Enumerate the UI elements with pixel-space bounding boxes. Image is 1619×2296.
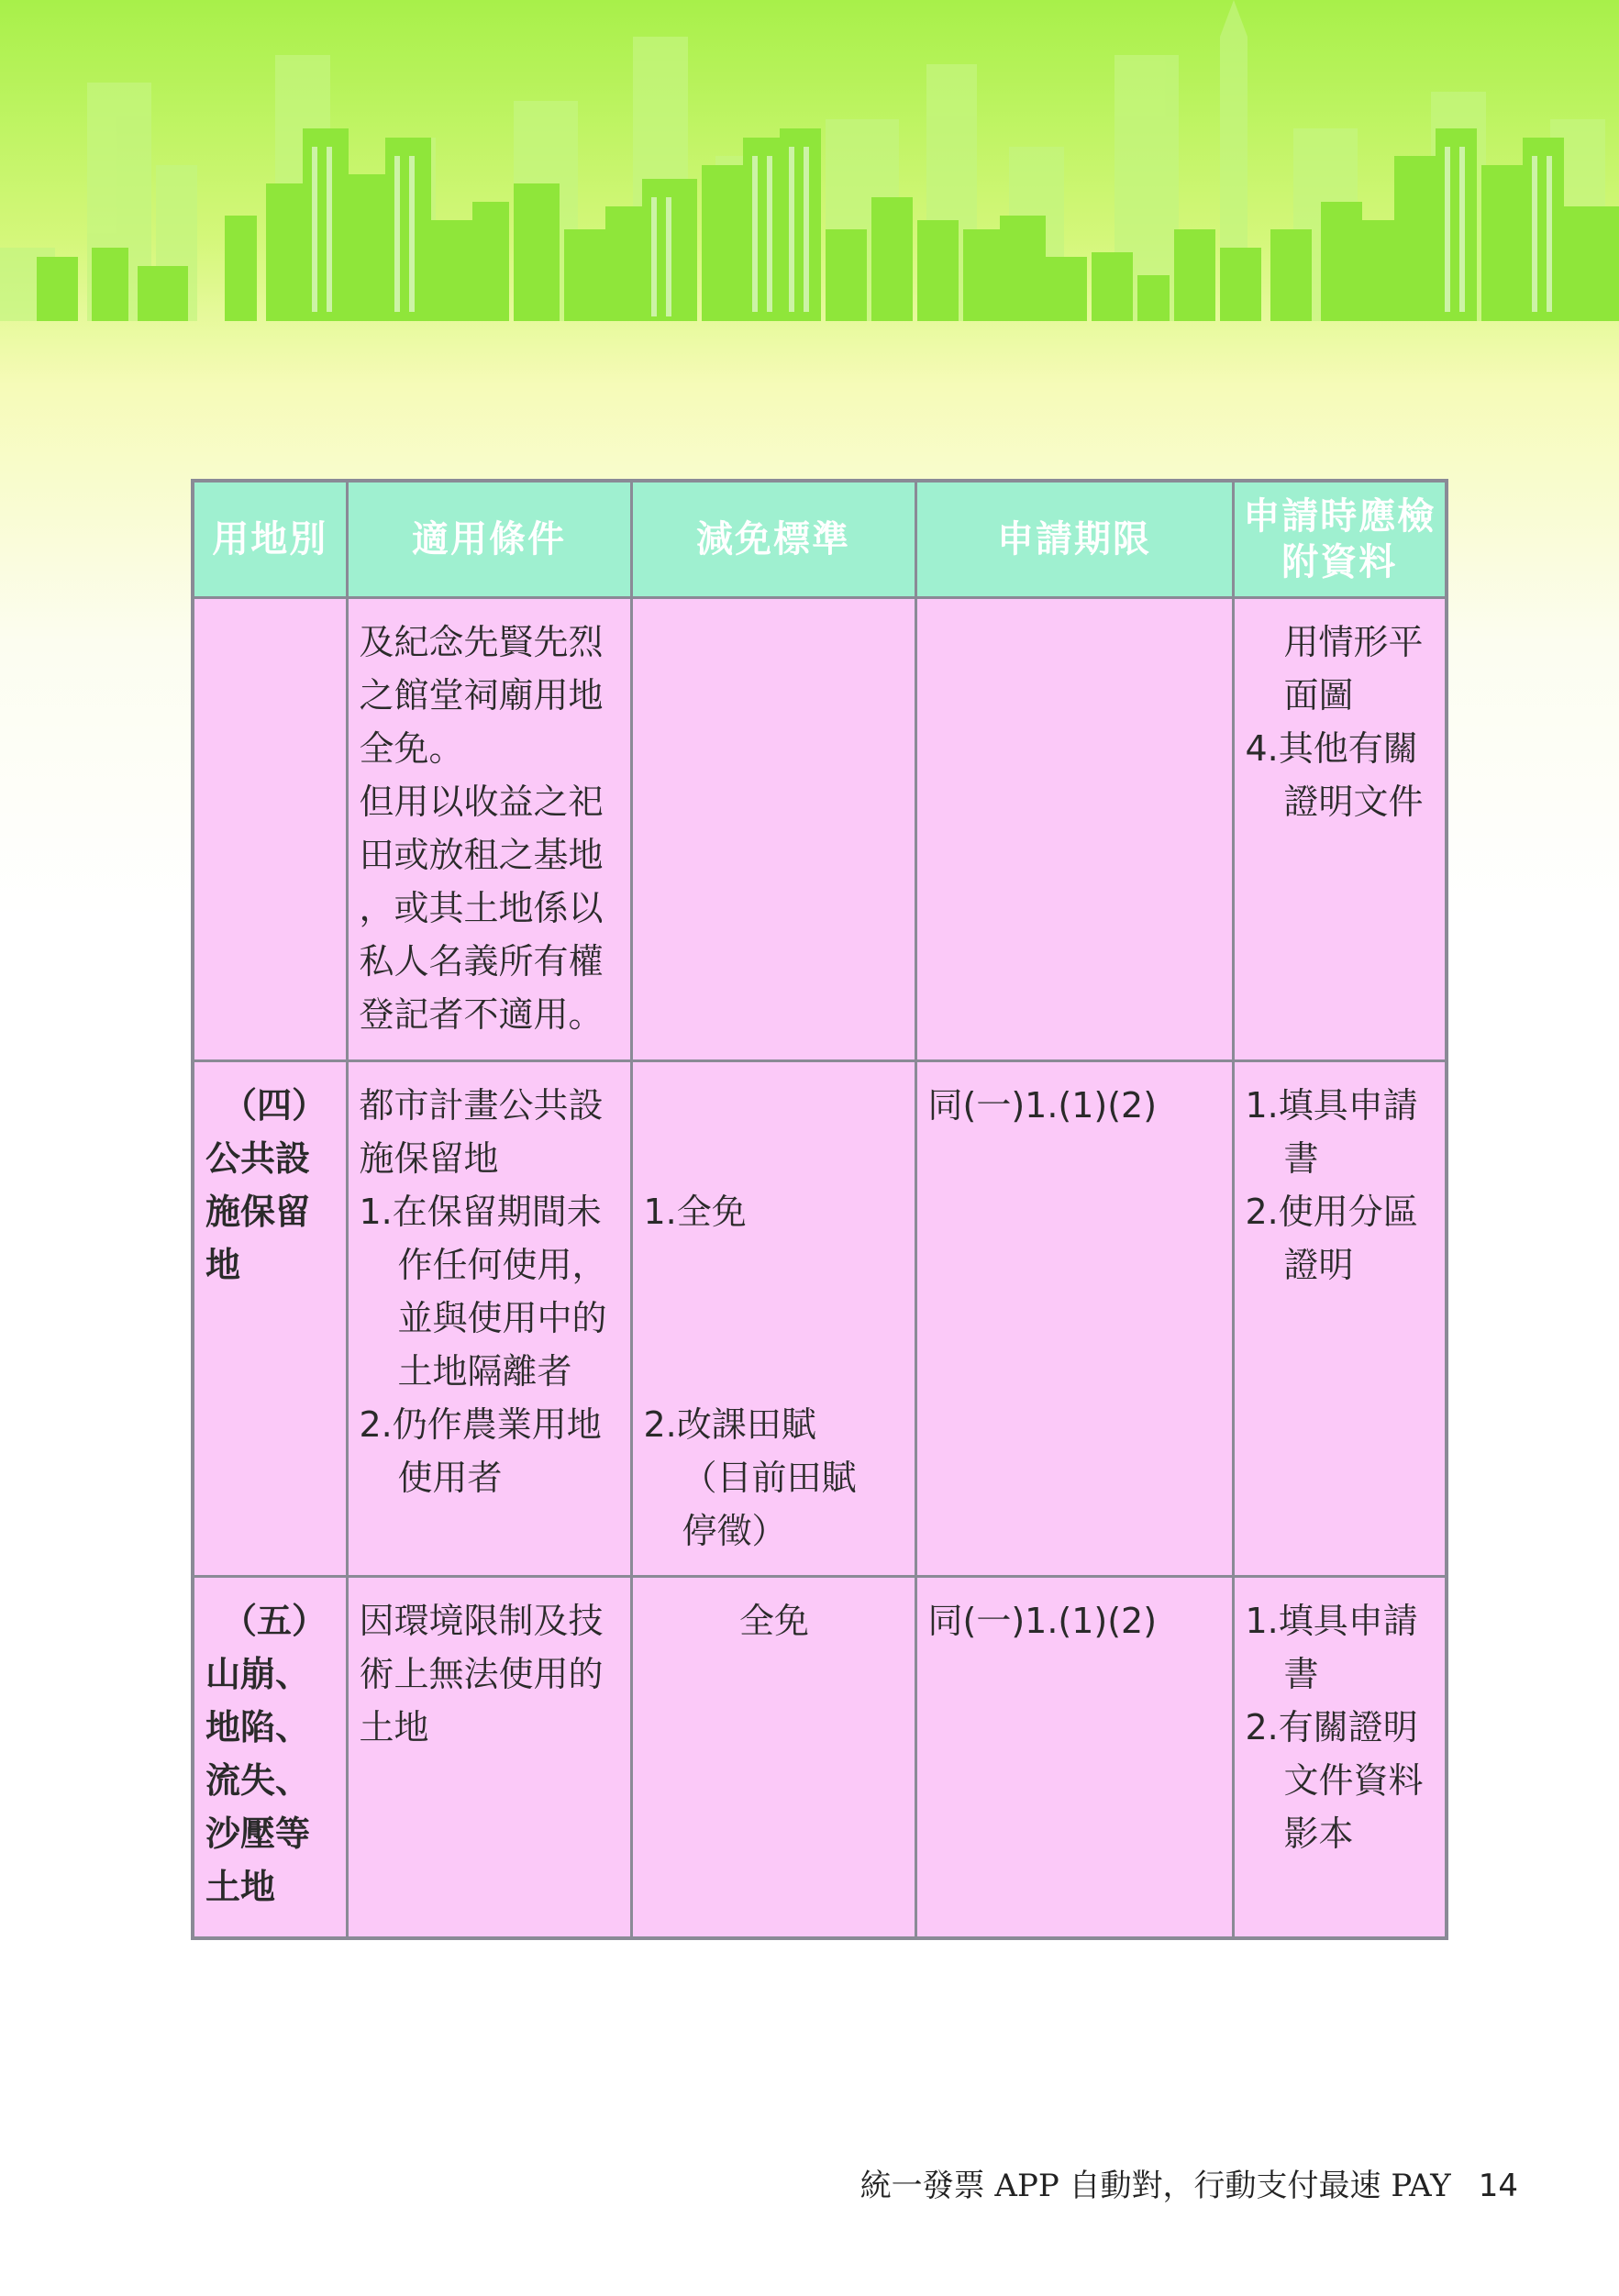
- table-row: [193, 598, 1447, 1061]
- land-tax-relief-table: [191, 479, 1448, 1940]
- header-conditions: 適用條件: [347, 481, 631, 598]
- cell-relief-standard: 1.全免 2.改課田賦 （目前田賦 停徵）: [631, 1061, 915, 1577]
- header-relief-standard: 減免標準: [631, 481, 915, 598]
- cell-deadline: 同(一)1.(1)(2): [915, 1577, 1233, 1938]
- cell-conditions: 因環境限制及技 術上無法使用的 土地: [347, 1577, 631, 1938]
- page-footer: [860, 2160, 1518, 2205]
- cell-land-type: [193, 598, 347, 1061]
- cell-relief-standard: 全免: [631, 1577, 915, 1938]
- cell-conditions: 及紀念先賢先烈 之館堂祠廟用地 全免。 但用以收益之祀 田或放租之基地 ，或其土地係以 私人名義所有權 登記者不適用。: [347, 598, 631, 1061]
- cell-relief-standard: [631, 598, 915, 1061]
- cell-land-type: （四） 公共設 施保留 地: [193, 1061, 347, 1577]
- city-skyline-banner: [0, 0, 1619, 367]
- page-number: 14: [1478, 2168, 1518, 2204]
- table-header-row: [193, 481, 1447, 598]
- table-row: [193, 1061, 1447, 1577]
- cell-documents: 用情形平 面圖 4.其他有關 證明文件: [1233, 598, 1447, 1061]
- cell-land-type: （五） 山崩、 地陷、 流失、 沙壓等 土地: [193, 1577, 347, 1938]
- cell-deadline: 同(一)1.(1)(2): [915, 1061, 1233, 1577]
- cell-documents: 1.填具申請 書 2.使用分區 證明: [1233, 1061, 1447, 1577]
- header-required-documents: 申請時應檢附資料: [1233, 481, 1447, 598]
- footer-slogan: 統一發票 APP 自動對，行動支付最速 PAY: [859, 2168, 1451, 2204]
- cell-conditions: 都市計畫公共設 施保留地 1.在保留期間未 作任何使用， 並與使用中的 土地隔離者 2.仍作農業用地 使用者: [347, 1061, 631, 1577]
- cell-deadline: [915, 598, 1233, 1061]
- table-row: [193, 1577, 1447, 1938]
- header-land-type: 用地別: [193, 481, 347, 598]
- cell-documents: 1.填具申請 書 2.有關證明 文件資料 影本: [1233, 1577, 1447, 1938]
- header-application-deadline: 申請期限: [915, 481, 1233, 598]
